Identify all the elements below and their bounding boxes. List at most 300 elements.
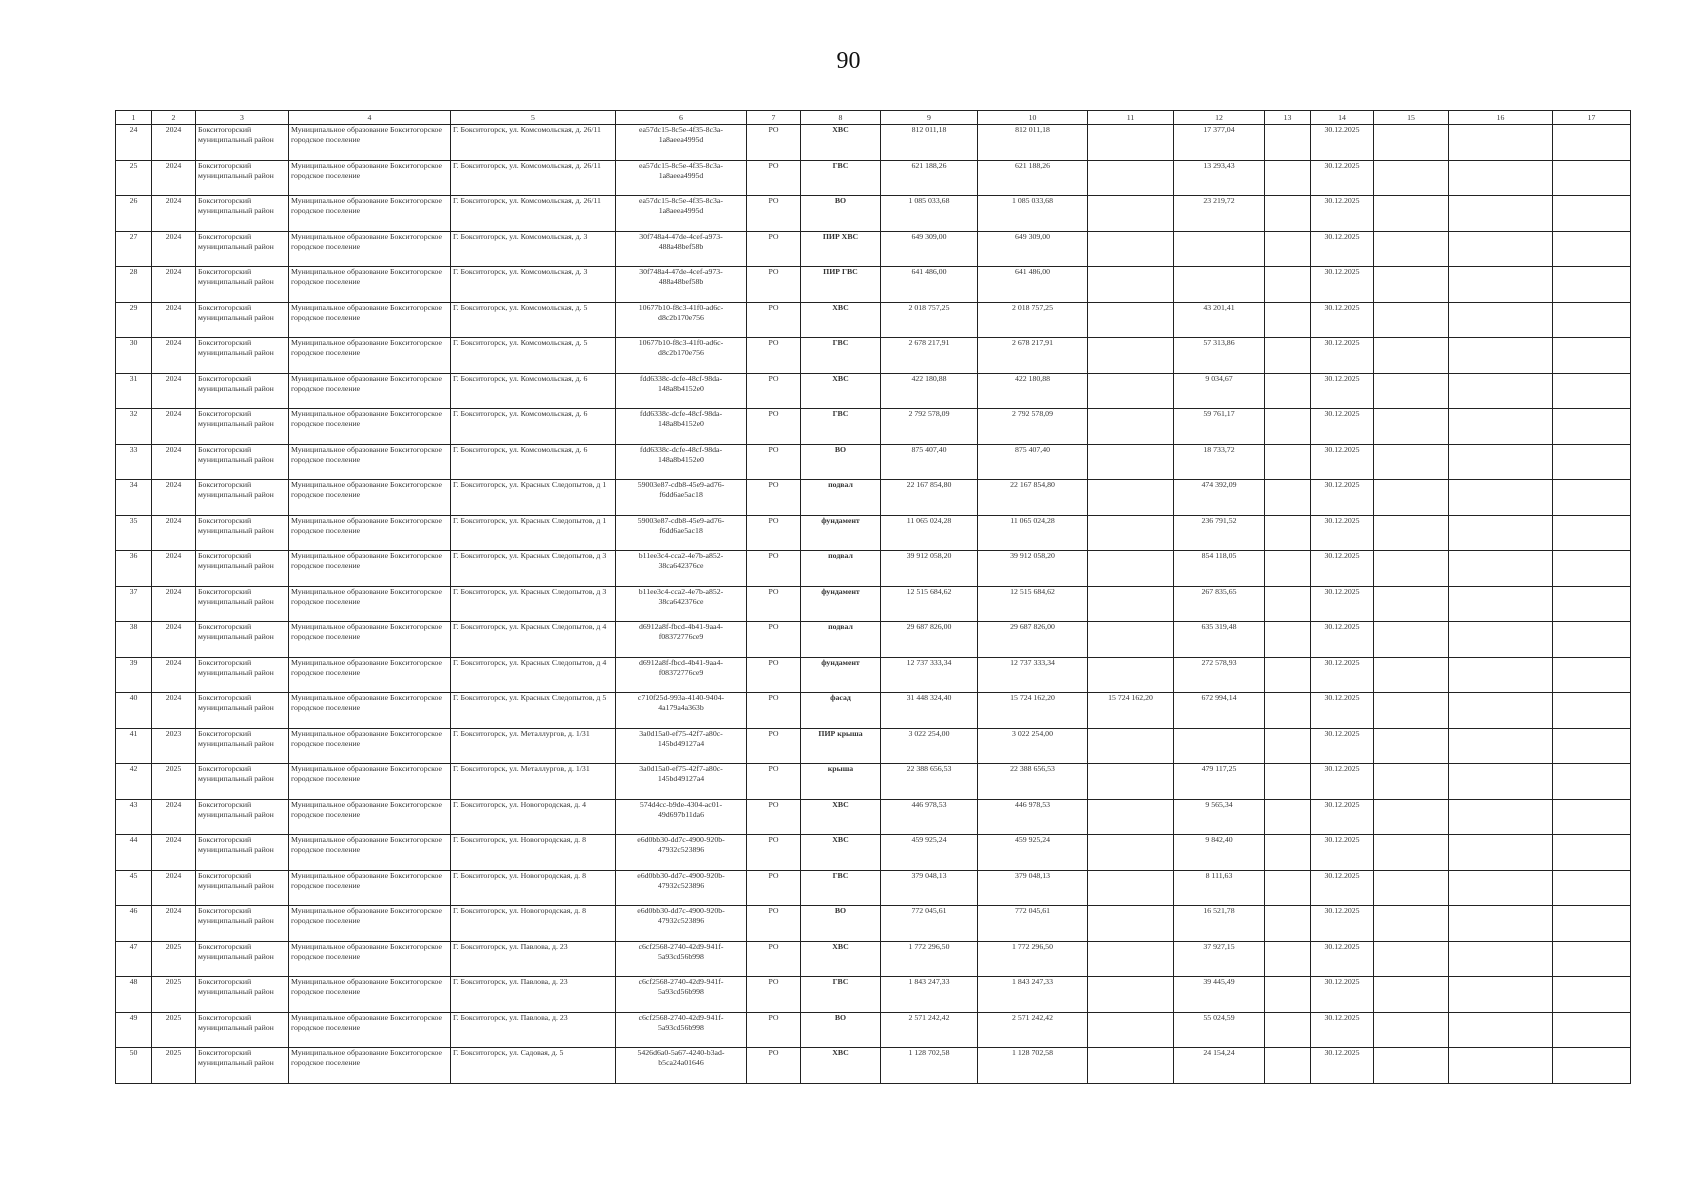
table-row	[116, 586, 1631, 622]
column-header-9: 9	[881, 111, 978, 125]
cell-col-5: Г. Бокситогорск, ул. Новогородская, д. 8	[451, 906, 616, 942]
cell-col-17	[1553, 125, 1631, 161]
cell-col-1: 45	[116, 870, 152, 906]
cell-col-4: Муниципальное образование Бокситогорское городское поселение	[289, 267, 451, 303]
cell-col-7: РО	[747, 373, 801, 409]
cell-col-10: 11 065 024,28	[978, 515, 1088, 551]
table-row	[116, 267, 1631, 303]
cell-col-14: 30.12.2025	[1311, 622, 1374, 658]
cell-col-12	[1174, 267, 1265, 303]
cell-col-7: РО	[747, 586, 801, 622]
cell-col-5: Г. Бокситогорск, ул. Садовая, д. 5	[451, 1048, 616, 1084]
cell-col-3: Бокситогорский муниципальный район	[196, 906, 289, 942]
cell-col-15	[1374, 373, 1449, 409]
cell-col-6: 3a0d15a0-ef75-42f7-a80c-145bd49127a4	[616, 764, 747, 800]
cell-col-3: Бокситогорский муниципальный район	[196, 657, 289, 693]
cell-col-7: РО	[747, 977, 801, 1013]
cell-col-16	[1449, 125, 1553, 161]
cell-col-9: 3 022 254,00	[881, 728, 978, 764]
cell-col-4: Муниципальное образование Бокситогорское городское поселение	[289, 1012, 451, 1048]
cell-col-13	[1265, 551, 1311, 587]
cell-col-9: 641 486,00	[881, 267, 978, 303]
cell-col-2: 2025	[152, 941, 196, 977]
cell-col-9: 649 309,00	[881, 231, 978, 267]
cell-col-14: 30.12.2025	[1311, 906, 1374, 942]
cell-col-4: Муниципальное образование Бокситогорское городское поселение	[289, 551, 451, 587]
cell-col-13	[1265, 125, 1311, 161]
cell-col-13	[1265, 657, 1311, 693]
cell-col-12: 13 293,43	[1174, 160, 1265, 196]
cell-col-5: Г. Бокситогорск, ул. Павлова, д. 23	[451, 1012, 616, 1048]
cell-col-3: Бокситогорский муниципальный район	[196, 196, 289, 232]
cell-col-10: 2 018 757,25	[978, 302, 1088, 338]
cell-col-16	[1449, 302, 1553, 338]
column-header-10: 10	[978, 111, 1088, 125]
table-row	[116, 622, 1631, 658]
cell-col-10: 39 912 058,20	[978, 551, 1088, 587]
cell-col-14: 30.12.2025	[1311, 444, 1374, 480]
table-row	[116, 657, 1631, 693]
column-header-11: 11	[1088, 111, 1174, 125]
cell-col-1: 28	[116, 267, 152, 303]
cell-col-7: РО	[747, 267, 801, 303]
cell-col-17	[1553, 338, 1631, 374]
cell-col-16	[1449, 551, 1553, 587]
cell-col-1: 37	[116, 586, 152, 622]
page-number: 90	[836, 48, 861, 74]
cell-col-13	[1265, 373, 1311, 409]
cell-col-12: 37 927,15	[1174, 941, 1265, 977]
cell-col-9: 22 388 656,53	[881, 764, 978, 800]
cell-col-8: ВО	[801, 196, 881, 232]
cell-col-9: 12 737 333,34	[881, 657, 978, 693]
cell-col-17	[1553, 941, 1631, 977]
cell-col-7: РО	[747, 622, 801, 658]
cell-col-14: 30.12.2025	[1311, 338, 1374, 374]
cell-col-7: РО	[747, 302, 801, 338]
cell-col-2: 2024	[152, 196, 196, 232]
cell-col-6: b11ee3c4-cca2-4e7b-a852-38ca642376ce	[616, 586, 747, 622]
cell-col-1: 40	[116, 693, 152, 729]
cell-col-11	[1088, 906, 1174, 942]
cell-col-12: 43 201,41	[1174, 302, 1265, 338]
cell-col-11	[1088, 409, 1174, 445]
cell-col-13	[1265, 835, 1311, 871]
cell-col-7: РО	[747, 764, 801, 800]
cell-col-9: 39 912 058,20	[881, 551, 978, 587]
cell-col-9: 2 571 242,42	[881, 1012, 978, 1048]
cell-col-14: 30.12.2025	[1311, 267, 1374, 303]
cell-col-4: Муниципальное образование Бокситогорское городское поселение	[289, 977, 451, 1013]
cell-col-9: 422 180,88	[881, 373, 978, 409]
cell-col-3: Бокситогорский муниципальный район	[196, 870, 289, 906]
cell-col-8: ГВС	[801, 409, 881, 445]
table-row	[116, 515, 1631, 551]
cell-col-2: 2024	[152, 515, 196, 551]
cell-col-7: РО	[747, 231, 801, 267]
cell-col-5: Г. Бокситогорск, ул. Комсомольская, д. 6	[451, 373, 616, 409]
cell-col-14: 30.12.2025	[1311, 693, 1374, 729]
cell-col-15	[1374, 693, 1449, 729]
cell-col-3: Бокситогорский муниципальный район	[196, 231, 289, 267]
cell-col-16	[1449, 764, 1553, 800]
cell-col-12: 9 565,34	[1174, 799, 1265, 835]
cell-col-3: Бокситогорский муниципальный район	[196, 125, 289, 161]
cell-col-7: РО	[747, 906, 801, 942]
cell-col-17	[1553, 799, 1631, 835]
cell-col-15	[1374, 1048, 1449, 1084]
column-header-4: 4	[289, 111, 451, 125]
cell-col-2: 2024	[152, 302, 196, 338]
table-row	[116, 231, 1631, 267]
cell-col-7: РО	[747, 1012, 801, 1048]
cell-col-5: Г. Бокситогорск, ул. Комсомольская, д. 5	[451, 338, 616, 374]
cell-col-9: 875 407,40	[881, 444, 978, 480]
table-row	[116, 941, 1631, 977]
cell-col-6: ea57dc15-8c5e-4f35-8c3a-1a8aeea4995d	[616, 160, 747, 196]
cell-col-16	[1449, 160, 1553, 196]
cell-col-13	[1265, 338, 1311, 374]
cell-col-5: Г. Бокситогорск, ул. Комсомольская, д. 6	[451, 444, 616, 480]
cell-col-14: 30.12.2025	[1311, 941, 1374, 977]
cell-col-16	[1449, 835, 1553, 871]
cell-col-6: fdd6338c-dcfe-48cf-98da-148a8b4152e0	[616, 373, 747, 409]
cell-col-17	[1553, 870, 1631, 906]
cell-col-13	[1265, 302, 1311, 338]
cell-col-2: 2024	[152, 586, 196, 622]
cell-col-2: 2024	[152, 267, 196, 303]
cell-col-7: РО	[747, 125, 801, 161]
cell-col-11	[1088, 551, 1174, 587]
column-header-14: 14	[1311, 111, 1374, 125]
cell-col-10: 22 167 854,80	[978, 480, 1088, 516]
cell-col-16	[1449, 799, 1553, 835]
cell-col-3: Бокситогорский муниципальный район	[196, 515, 289, 551]
cell-col-2: 2024	[152, 551, 196, 587]
cell-col-4: Муниципальное образование Бокситогорское городское поселение	[289, 586, 451, 622]
cell-col-16	[1449, 906, 1553, 942]
cell-col-17	[1553, 693, 1631, 729]
cell-col-13	[1265, 515, 1311, 551]
cell-col-1: 48	[116, 977, 152, 1013]
cell-col-2: 2024	[152, 870, 196, 906]
cell-col-4: Муниципальное образование Бокситогорское городское поселение	[289, 125, 451, 161]
table-body	[116, 125, 1631, 1084]
cell-col-17	[1553, 444, 1631, 480]
cell-col-11	[1088, 799, 1174, 835]
cell-col-1: 27	[116, 231, 152, 267]
cell-col-11	[1088, 1012, 1174, 1048]
cell-col-5: Г. Бокситогорск, ул. Красных Следопытов, д 4	[451, 657, 616, 693]
cell-col-13	[1265, 1048, 1311, 1084]
cell-col-14: 30.12.2025	[1311, 728, 1374, 764]
cell-col-5: Г. Бокситогорск, ул. Комсомольская, д. 3	[451, 267, 616, 303]
table-row	[116, 373, 1631, 409]
table-row	[116, 338, 1631, 374]
cell-col-10: 422 180,88	[978, 373, 1088, 409]
cell-col-5: Г. Бокситогорск, ул. Павлова, д. 23	[451, 941, 616, 977]
cell-col-11	[1088, 373, 1174, 409]
cell-col-15	[1374, 906, 1449, 942]
cell-col-12: 672 994,14	[1174, 693, 1265, 729]
cell-col-5: Г. Бокситогорск, ул. Комсомольская, д. 26/11	[451, 160, 616, 196]
cell-col-9: 1 772 296,50	[881, 941, 978, 977]
cell-col-14: 30.12.2025	[1311, 515, 1374, 551]
cell-col-4: Муниципальное образование Бокситогорское городское поселение	[289, 870, 451, 906]
cell-col-12: 272 578,93	[1174, 657, 1265, 693]
cell-col-1: 41	[116, 728, 152, 764]
cell-col-1: 38	[116, 622, 152, 658]
cell-col-17	[1553, 728, 1631, 764]
cell-col-5: Г. Бокситогорск, ул. Красных Следопытов, д 1	[451, 480, 616, 516]
cell-col-11	[1088, 338, 1174, 374]
cell-col-8: подвал	[801, 480, 881, 516]
table-row	[116, 870, 1631, 906]
cell-col-15	[1374, 444, 1449, 480]
cell-col-13	[1265, 231, 1311, 267]
cell-col-17	[1553, 373, 1631, 409]
cell-col-14: 30.12.2025	[1311, 160, 1374, 196]
cell-col-10: 1 085 033,68	[978, 196, 1088, 232]
cell-col-6: c6cf2568-2740-42d9-941f-5a93cd56b998	[616, 977, 747, 1013]
cell-col-8: подвал	[801, 622, 881, 658]
cell-col-16	[1449, 1012, 1553, 1048]
cell-col-16	[1449, 444, 1553, 480]
cell-col-13	[1265, 1012, 1311, 1048]
cell-col-16	[1449, 196, 1553, 232]
cell-col-17	[1553, 835, 1631, 871]
cell-col-3: Бокситогорский муниципальный район	[196, 799, 289, 835]
cell-col-10: 1 772 296,50	[978, 941, 1088, 977]
cell-col-14: 30.12.2025	[1311, 764, 1374, 800]
cell-col-2: 2024	[152, 373, 196, 409]
cell-col-5: Г. Бокситогорск, ул. Металлургов, д. 1/31	[451, 728, 616, 764]
table-row	[116, 160, 1631, 196]
table-row	[116, 977, 1631, 1013]
cell-col-4: Муниципальное образование Бокситогорское городское поселение	[289, 231, 451, 267]
column-header-12: 12	[1174, 111, 1265, 125]
cell-col-8: ГВС	[801, 160, 881, 196]
cell-col-14: 30.12.2025	[1311, 302, 1374, 338]
cell-col-6: ea57dc15-8c5e-4f35-8c3a-1a8aeea4995d	[616, 125, 747, 161]
cell-col-6: ea57dc15-8c5e-4f35-8c3a-1a8aeea4995d	[616, 196, 747, 232]
cell-col-4: Муниципальное образование Бокситогорское городское поселение	[289, 480, 451, 516]
cell-col-5: Г. Бокситогорск, ул. Комсомольская, д. 3	[451, 231, 616, 267]
cell-col-17	[1553, 409, 1631, 445]
cell-col-7: РО	[747, 693, 801, 729]
cell-col-11	[1088, 977, 1174, 1013]
cell-col-17	[1553, 160, 1631, 196]
cell-col-6: 5426d6a0-5a67-4240-b3ad-b5ca24a01646	[616, 1048, 747, 1084]
cell-col-3: Бокситогорский муниципальный район	[196, 728, 289, 764]
table-row	[116, 409, 1631, 445]
cell-col-9: 1 128 702,58	[881, 1048, 978, 1084]
cell-col-6: 30f748a4-47de-4cef-a973-488a48bef58b	[616, 267, 747, 303]
cell-col-9: 1 843 247,33	[881, 977, 978, 1013]
cell-col-11	[1088, 515, 1174, 551]
cell-col-14: 30.12.2025	[1311, 657, 1374, 693]
cell-col-5: Г. Бокситогорск, ул. Красных Следопытов, д 1	[451, 515, 616, 551]
cell-col-1: 47	[116, 941, 152, 977]
cell-col-8: ВО	[801, 444, 881, 480]
cell-col-5: Г. Бокситогорск, ул. Новогородская, д. 8	[451, 835, 616, 871]
cell-col-9: 2 678 217,91	[881, 338, 978, 374]
cell-col-17	[1553, 1048, 1631, 1084]
cell-col-7: РО	[747, 551, 801, 587]
cell-col-9: 2 018 757,25	[881, 302, 978, 338]
cell-col-4: Муниципальное образование Бокситогорское городское поселение	[289, 941, 451, 977]
cell-col-10: 2 792 578,09	[978, 409, 1088, 445]
table-row	[116, 693, 1631, 729]
cell-col-13	[1265, 586, 1311, 622]
cell-col-8: ХВС	[801, 799, 881, 835]
cell-col-13	[1265, 160, 1311, 196]
cell-col-9: 22 167 854,80	[881, 480, 978, 516]
cell-col-17	[1553, 231, 1631, 267]
cell-col-2: 2024	[152, 480, 196, 516]
cell-col-16	[1449, 586, 1553, 622]
cell-col-10: 379 048,13	[978, 870, 1088, 906]
cell-col-6: e6d0bb30-dd7c-4900-920b-47932c523896	[616, 835, 747, 871]
cell-col-6: e6d0bb30-dd7c-4900-920b-47932c523896	[616, 906, 747, 942]
cell-col-6: fdd6338c-dcfe-48cf-98da-148a8b4152e0	[616, 444, 747, 480]
cell-col-16	[1449, 373, 1553, 409]
cell-col-15	[1374, 799, 1449, 835]
cell-col-16	[1449, 693, 1553, 729]
cell-col-8: ХВС	[801, 125, 881, 161]
cell-col-16	[1449, 231, 1553, 267]
cell-col-3: Бокситогорский муниципальный район	[196, 1048, 289, 1084]
cell-col-9: 379 048,13	[881, 870, 978, 906]
cell-col-17	[1553, 1012, 1631, 1048]
cell-col-5: Г. Бокситогорск, ул. Красных Следопытов, д 3	[451, 551, 616, 587]
cell-col-6: c710f25d-993a-4140-9404-4a179a4a363b	[616, 693, 747, 729]
cell-col-10: 649 309,00	[978, 231, 1088, 267]
cell-col-10: 875 407,40	[978, 444, 1088, 480]
cell-col-2: 2024	[152, 799, 196, 835]
cell-col-15	[1374, 551, 1449, 587]
cell-col-13	[1265, 444, 1311, 480]
cell-col-16	[1449, 728, 1553, 764]
cell-col-2: 2024	[152, 444, 196, 480]
cell-col-4: Муниципальное образование Бокситогорское городское поселение	[289, 728, 451, 764]
table-row	[116, 1012, 1631, 1048]
cell-col-3: Бокситогорский муниципальный район	[196, 302, 289, 338]
cell-col-12: 267 835,65	[1174, 586, 1265, 622]
cell-col-8: ХВС	[801, 941, 881, 977]
cell-col-5: Г. Бокситогорск, ул. Павлова, д. 23	[451, 977, 616, 1013]
cell-col-3: Бокситогорский муниципальный район	[196, 160, 289, 196]
cell-col-13	[1265, 693, 1311, 729]
cell-col-3: Бокситогорский муниципальный район	[196, 444, 289, 480]
cell-col-12	[1174, 728, 1265, 764]
cell-col-1: 29	[116, 302, 152, 338]
cell-col-14: 30.12.2025	[1311, 196, 1374, 232]
column-header-13: 13	[1265, 111, 1311, 125]
cell-col-12: 23 219,72	[1174, 196, 1265, 232]
cell-col-3: Бокситогорский муниципальный район	[196, 551, 289, 587]
table-row	[116, 196, 1631, 232]
cell-col-15	[1374, 870, 1449, 906]
table-row	[116, 444, 1631, 480]
cell-col-11	[1088, 267, 1174, 303]
cell-col-2: 2024	[152, 906, 196, 942]
cell-col-10: 772 045,61	[978, 906, 1088, 942]
cell-col-14: 30.12.2025	[1311, 231, 1374, 267]
cell-col-3: Бокситогорский муниципальный район	[196, 409, 289, 445]
cell-col-8: ПИР ХВС	[801, 231, 881, 267]
cell-col-17	[1553, 764, 1631, 800]
cell-col-17	[1553, 480, 1631, 516]
cell-col-3: Бокситогорский муниципальный район	[196, 977, 289, 1013]
cell-col-7: РО	[747, 799, 801, 835]
cell-col-3: Бокситогорский муниципальный район	[196, 941, 289, 977]
cell-col-6: d6912a8f-fbcd-4b41-9aa4-f08372776ce9	[616, 657, 747, 693]
cell-col-13	[1265, 941, 1311, 977]
cell-col-9: 812 011,18	[881, 125, 978, 161]
cell-col-6: 59003e87-cdb8-45e9-ad76-f6dd6ae5ac18	[616, 515, 747, 551]
cell-col-6: 59003e87-cdb8-45e9-ad76-f6dd6ae5ac18	[616, 480, 747, 516]
cell-col-10: 29 687 826,00	[978, 622, 1088, 658]
cell-col-11	[1088, 586, 1174, 622]
cell-col-15	[1374, 338, 1449, 374]
cell-col-11	[1088, 728, 1174, 764]
cell-col-1: 36	[116, 551, 152, 587]
cell-col-9: 772 045,61	[881, 906, 978, 942]
cell-col-1: 35	[116, 515, 152, 551]
cell-col-14: 30.12.2025	[1311, 373, 1374, 409]
cell-col-11	[1088, 160, 1174, 196]
cell-col-11	[1088, 1048, 1174, 1084]
cell-col-2: 2024	[152, 693, 196, 729]
cell-col-9: 446 978,53	[881, 799, 978, 835]
cell-col-15	[1374, 728, 1449, 764]
cell-col-1: 44	[116, 835, 152, 871]
cell-col-13	[1265, 977, 1311, 1013]
cell-col-14: 30.12.2025	[1311, 409, 1374, 445]
cell-col-13	[1265, 267, 1311, 303]
cell-col-13	[1265, 196, 1311, 232]
cell-col-8: ПИР ГВС	[801, 267, 881, 303]
cell-col-3: Бокситогорский муниципальный район	[196, 373, 289, 409]
cell-col-10: 15 724 162,20	[978, 693, 1088, 729]
cell-col-16	[1449, 515, 1553, 551]
cell-col-10: 12 515 684,62	[978, 586, 1088, 622]
cell-col-17	[1553, 977, 1631, 1013]
cell-col-11	[1088, 835, 1174, 871]
cell-col-1: 24	[116, 125, 152, 161]
cell-col-1: 50	[116, 1048, 152, 1084]
cell-col-2: 2024	[152, 657, 196, 693]
cell-col-10: 459 925,24	[978, 835, 1088, 871]
cell-col-11	[1088, 444, 1174, 480]
cell-col-14: 30.12.2025	[1311, 835, 1374, 871]
cell-col-14: 30.12.2025	[1311, 870, 1374, 906]
cell-col-11	[1088, 870, 1174, 906]
cell-col-7: РО	[747, 444, 801, 480]
cell-col-8: ХВС	[801, 1048, 881, 1084]
cell-col-9: 11 065 024,28	[881, 515, 978, 551]
cell-col-16	[1449, 657, 1553, 693]
cell-col-8: фасад	[801, 693, 881, 729]
cell-col-14: 30.12.2025	[1311, 799, 1374, 835]
cell-col-11	[1088, 231, 1174, 267]
header-row	[116, 111, 1631, 125]
cell-col-11	[1088, 764, 1174, 800]
cell-col-10: 2 678 217,91	[978, 338, 1088, 374]
cell-col-4: Муниципальное образование Бокситогорское городское поселение	[289, 196, 451, 232]
column-header-6: 6	[616, 111, 747, 125]
